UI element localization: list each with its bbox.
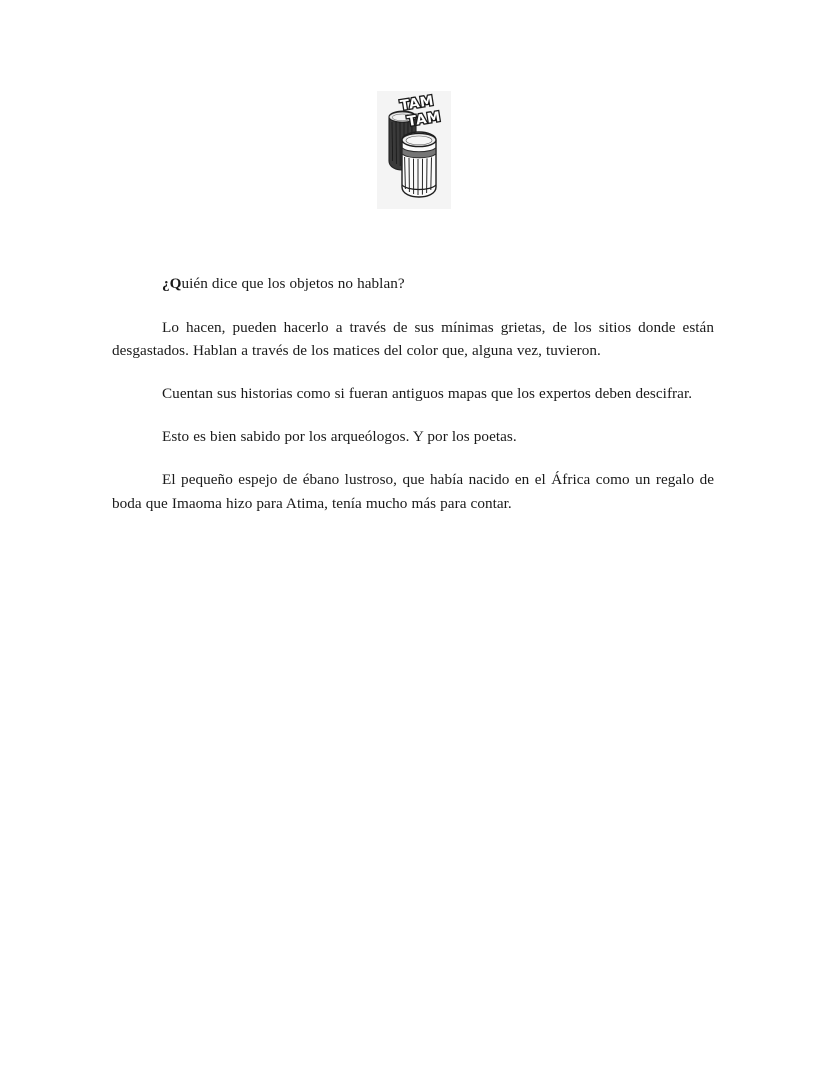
paragraph-4: Esto es bien sabido por los arqueólogos. Y por los poetas. — [162, 428, 517, 446]
svg-text:TAM: TAM — [406, 108, 443, 130]
figure-block — [0, 91, 828, 209]
paragraph-1 — [112, 272, 714, 295]
paragraph-3: Cuentan sus historias como si fueran antiguos mapas que los expertos deben descifrar. — [162, 385, 693, 403]
svg-text:TAM: TAM — [399, 92, 436, 114]
tam-tam-drum-icon — [377, 91, 451, 209]
paragraph-2: Lo hacen, pueden hacerlo a través de sus mínimas grietas, de los sitios donde están desgastados. Hablan a través de los matices del color que, alguna vez, tuvieron. — [112, 319, 714, 360]
body-text — [112, 272, 714, 515]
tam-tam-drum-illustration — [377, 91, 451, 209]
paragraph-1-lead: ¿Q — [162, 275, 182, 292]
paragraph-5: El pequeño espejo de ébano lustroso, que había nacido en el África como un regalo de boda que Imaoma hizo para Atima, tenía mucho más para contar. — [112, 471, 714, 512]
paragraph-1-rest: uién dice que los objetos no hablan? — [181, 275, 405, 292]
